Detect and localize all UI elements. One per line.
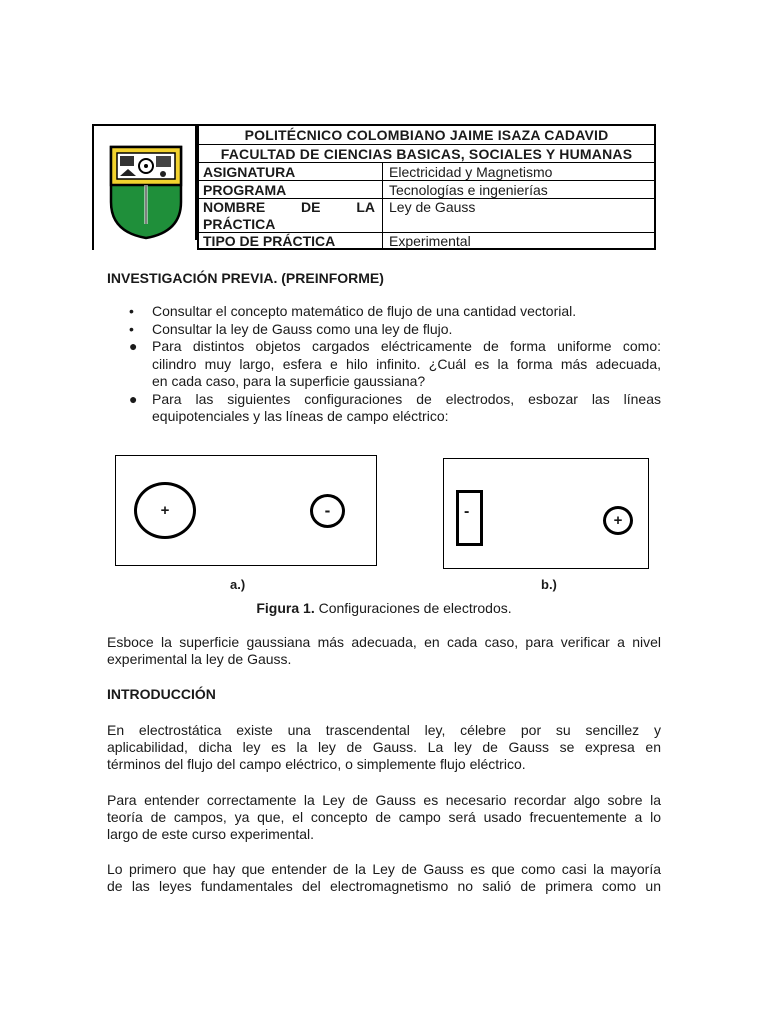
institution-name: POLITÉCNICO COLOMBIANO JAIME ISAZA CADAVID (199, 126, 654, 145)
row-key: ASIGNATURA (203, 164, 296, 180)
negative-electrode-bar: - (456, 490, 483, 546)
intro-paragraph-2: Para entender correctamente la Ley de Gauss es necesario recordar algo sobre la teoría de campos, ya que, el concepto de campo será usado frecuentemente a lo largo de este curso experimental. (107, 792, 661, 842)
row-value: Experimental (389, 233, 471, 249)
positive-electrode-circle: + (134, 482, 196, 539)
preinforme-title: INVESTIGACIÓN PREVIA. (PREINFORME) (107, 270, 384, 286)
row-key: NOMBRE DE LA (203, 199, 375, 215)
row-programa (199, 181, 654, 199)
header-table (92, 124, 656, 250)
row-key: PROGRAMA (203, 182, 287, 198)
figure-caption: Figura 1. Configuraciones de electrodos. (256, 600, 512, 616)
figure-a-label: a.) (230, 577, 246, 592)
figure-a-box (115, 455, 377, 566)
figure-b-label: b.) (541, 577, 557, 592)
introduccion-title: INTRODUCCIÓN (107, 686, 216, 702)
row-nombre (199, 199, 654, 233)
positive-electrode-small-circle: + (603, 506, 633, 535)
negative-electrode-circle: - (310, 494, 345, 528)
row-key: TIPO DE PRÁCTICA (203, 233, 336, 249)
list-item: • Consultar la ley de Gauss como una ley de flujo. (129, 320, 453, 337)
preinforme-list (107, 303, 661, 426)
list-item: ● Para distintos objetos cargados eléctricamente de forma uniforme como: cilindro muy largo, esfera e hilo infinito. ¿Cuál es la forma más adecuada, en cada caso, para la superficie gaussiana? (129, 338, 661, 389)
institution-shield-icon (108, 144, 184, 240)
intro-paragraph-1: En electrostática existe una trascendental ley, célebre por su sencillez y aplicabilidad, dicha ley es la ley de Gauss. La ley de Gauss se expresa en términos del flujo del campo eléctrico, o simplemente flujo eléctrico. (107, 722, 661, 772)
logo-cell (92, 124, 197, 250)
row-tipo (199, 233, 654, 250)
gauss-surface-paragraph: Esboce la superficie gaussiana más adecuada, en cada caso, para verificar a nivel experimental la ley de Gauss. (107, 634, 661, 667)
list-item: • Consultar el concepto matemático de flujo de una cantidad vectorial. (129, 303, 577, 319)
faculty-name: FACULTAD DE CIENCIAS BASICAS, SOCIALES Y HUMANAS (199, 145, 654, 163)
header-grid (197, 124, 656, 250)
row-value: Tecnologías e ingenierías (389, 182, 548, 198)
row-value: Electricidad y Magnetismo (389, 164, 553, 180)
row-value: Ley de Gauss (389, 199, 476, 215)
row-asignatura (199, 163, 654, 181)
row-key-line2: PRÁCTICA (203, 216, 276, 232)
list-item: ● Para las siguientes configuraciones de electrodos, esbozar las líneas equipotenciales y las líneas de campo eléctrico: (129, 390, 661, 424)
figure-b-box (443, 458, 649, 569)
intro-paragraph-3: Lo primero que hay que entender de la Ley de Gauss es que como casi la mayoría de las leyes fundamentales del electromagnetismo no salió de primera como un (107, 861, 661, 894)
